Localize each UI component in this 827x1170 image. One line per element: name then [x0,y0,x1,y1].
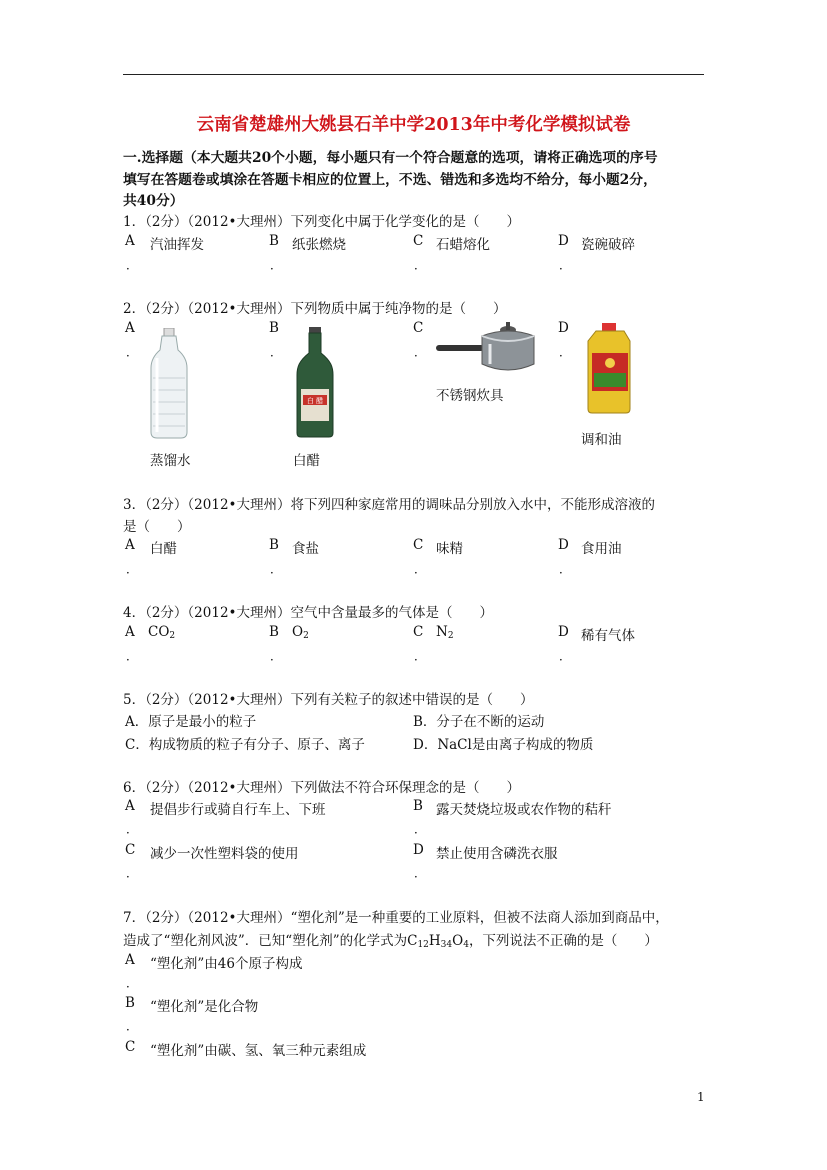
q6-dot-d: ． [414,866,427,880]
q2-caption-c: 不锈钢炊具 [436,388,504,404]
q2-dot-a: ． [126,345,139,359]
q4-option-b: $O_2$ [292,624,309,641]
q1-dot-b: ． [270,258,283,272]
q6-stem: 6．（2分）（2012•大理州）下列做法不符合环保理念的是（ ） [123,780,520,796]
q1-letter-a: A [125,233,135,249]
q3-letter-b: B [269,537,279,553]
q7-option-b: “塑化剂”是化合物 [150,999,259,1015]
q1-letter-c: C [413,233,424,249]
q7-stem-line2: 造成了“塑化剂风波”．已知“塑化剂”的化学式为$C_{12}H_{34}O_4$，下列说法不正确的是（ ） [123,933,658,950]
q2-caption-a: 蒸馏水 [150,453,191,469]
q4-option-c: $N_2$ [436,624,454,641]
section-heading-line1: 一.选择题（本大题共20个小题，每小题只有一个符合题意的选项，请将正确选项的序号 [123,150,658,166]
q3-option-d: 食用油 [581,541,622,557]
q4-dot-a: ． [126,649,139,663]
q2-letter-c: C [413,320,424,336]
q3-letter-a: A [125,537,135,553]
q7-stem-line1: 7．（2分）（2012•大理州）“塑化剂”是一种重要的工业原料，但被不法商人添加到商品中， [123,910,669,926]
q7-letter-a: A [125,952,135,968]
q6-letter-d: D [413,842,424,858]
q7-option-c: “塑化剂”由碳、氢、氧三种元素组成 [150,1043,367,1059]
q4-dot-d: ． [559,649,572,663]
q6-letter-a: A [125,798,135,814]
q3-letter-d: D [558,537,569,553]
q4-letter-a: A [125,624,135,640]
q1-letter-d: D [558,233,569,249]
q6-option-c: 减少一次性塑料袋的使用 [150,846,299,862]
q6-dot-b: ． [414,822,427,836]
q3-dot-a: ． [126,562,139,576]
q6-letter-b: B [413,798,423,814]
q7-dot-a: ． [126,976,139,990]
q1-option-b: 纸张燃烧 [292,237,346,253]
q4-stem: 4．（2分）（2012•大理州）空气中含量最多的气体是（ ） [123,605,493,621]
q5-option-b: B．分子在不断的运动 [413,714,545,730]
q2-caption-d: 调和油 [581,432,622,448]
q7-letter-c: C [125,1039,136,1055]
q6-dot-c: ． [126,866,139,880]
q2-dot-b: ． [270,345,283,359]
q4-letter-b: B [269,624,279,640]
q5-option-d: D．NaCl是由离子构成的物质 [413,737,594,753]
q7-letter-b: B [125,995,135,1011]
q2-letter-d: D [558,320,569,336]
q1-option-c: 石蜡熔化 [436,237,490,253]
q3-stem-line1: 3．（2分）（2012•大理州）将下列四种家庭常用的调味品分别放入水中，不能形成溶液的 [123,497,655,513]
q1-dot-c: ． [414,258,427,272]
q6-letter-c: C [125,842,136,858]
q6-option-b: 露天焚烧垃圾或农作物的秸秆 [436,802,612,818]
q5-option-a: A．原子是最小的粒子 [125,714,257,730]
q4-letter-d: D [558,624,569,640]
q2-letter-b: B [269,320,279,336]
page-title: 云南省楚雄州大姚县石羊中学2013年中考化学模拟试卷 [196,115,631,135]
q3-dot-b: ． [270,562,283,576]
q3-letter-c: C [413,537,424,553]
q5-option-c: C．构成物质的粒子有分子、原子、离子 [125,737,365,753]
vinegar-label-text: 白 醋 [306,397,324,405]
vinegar-bottle-image [293,327,337,439]
header-rule [123,74,704,75]
section-heading-line2: 填写在答题卷或填涂在答题卡相应的位置上，不选、错选和多选均不给分，每小题2分， [123,172,657,188]
q4-dot-b: ． [270,649,283,663]
q4-letter-c: C [413,624,424,640]
q4-option-d: 稀有气体 [581,628,635,644]
q3-option-b: 食盐 [292,541,319,557]
q2-dot-d: ． [559,345,572,359]
water-bottle-image [147,328,191,440]
q3-stem-line2: 是（ ） [123,519,191,535]
q3-option-a: 白醋 [150,541,177,557]
q3-dot-c: ． [414,562,427,576]
q1-dot-d: ． [559,258,572,272]
q3-dot-d: ． [559,562,572,576]
q2-stem: 2．（2分）（2012•大理州）下列物质中属于纯净物的是（ ） [123,301,507,317]
section-heading-line3: 共40分） [123,193,184,209]
q6-option-a: 提倡步行或骑自行车上、下班 [150,802,326,818]
q3-option-c: 味精 [436,541,463,557]
q1-letter-b: B [269,233,279,249]
q2-caption-b: 白醋 [293,453,320,469]
page-number: 1 [697,1090,705,1104]
stainless-pot-image [436,318,536,378]
q1-dot-a: ． [126,258,139,272]
q5-stem: 5．（2分）（2012•大理州）下列有关粒子的叙述中错误的是（ ） [123,692,534,708]
q4-option-a: $CO_2$ [148,624,176,641]
q2-letter-a: A [125,320,135,336]
q7-dot-b: ． [126,1019,139,1033]
q7-option-a: “塑化剂”由46个原子构成 [150,956,303,972]
q1-stem: 1．（2分）（2012•大理州）下列变化中属于化学变化的是（ ） [123,214,520,230]
q6-option-d: 禁止使用含磷洗衣服 [436,846,558,862]
oil-bottle-image [584,323,636,415]
q4-dot-c: ． [414,649,427,663]
q6-dot-a: ． [126,822,139,836]
q1-option-d: 瓷碗破碎 [581,237,635,253]
q2-dot-c: ． [414,345,427,359]
q1-option-a: 汽油挥发 [150,237,204,253]
